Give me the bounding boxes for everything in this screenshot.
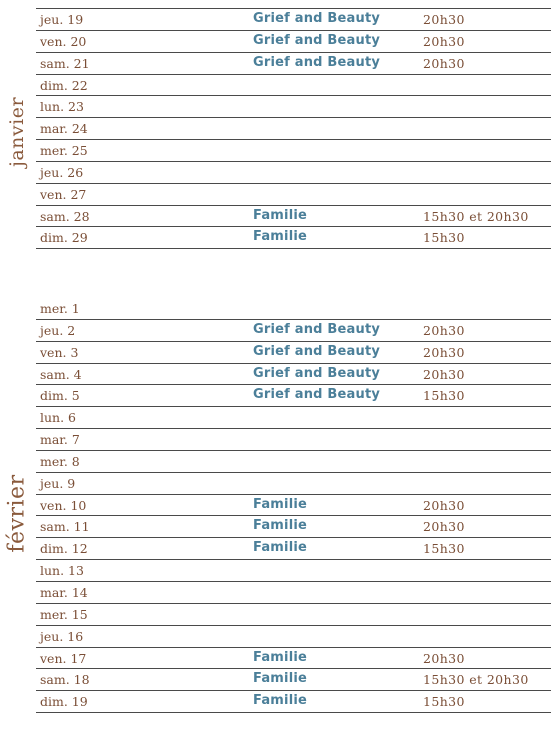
day-cell: sam. 21	[40, 55, 90, 71]
day-cell: dim. 12	[40, 541, 88, 557]
day-cell: jeu. 16	[40, 628, 84, 644]
month-block-janvier	[0, 9, 560, 254]
time-cell: 15h30 et 20h30	[423, 208, 529, 224]
table-row	[36, 691, 551, 713]
table-row	[36, 495, 551, 517]
show-cell: Familie	[253, 540, 308, 556]
show-cell: Grief and Beauty	[253, 54, 381, 70]
table-row	[36, 429, 551, 451]
day-cell: dim. 5	[40, 388, 80, 404]
table-row	[36, 626, 551, 648]
day-cell: ven. 17	[40, 650, 87, 666]
day-cell: jeu. 2	[40, 322, 76, 338]
time-cell: 20h30	[423, 322, 465, 338]
show-cell: Familie	[253, 207, 308, 223]
table-row	[36, 648, 551, 670]
day-cell: lun. 13	[40, 563, 84, 579]
day-cell: jeu. 9	[40, 475, 76, 491]
month-label	[0, 9, 34, 254]
time-cell: 20h30	[423, 650, 465, 666]
day-cell: ven. 20	[40, 33, 87, 49]
day-cell: ven. 3	[40, 344, 79, 360]
table-row	[36, 473, 551, 495]
time-cell: 20h30	[423, 519, 465, 535]
day-cell: ven. 10	[40, 497, 87, 513]
month-block-fevrier	[0, 298, 560, 728]
table-row	[36, 31, 551, 53]
table-row	[36, 538, 551, 560]
table-row	[36, 298, 551, 320]
table-row	[36, 604, 551, 626]
table-row	[36, 140, 551, 162]
show-cell: Familie	[253, 496, 308, 512]
table-row	[36, 96, 551, 118]
time-cell: 20h30	[423, 366, 465, 382]
time-cell: 20h30	[423, 55, 465, 71]
show-cell: Familie	[253, 693, 308, 709]
month-label-text: janvier	[6, 96, 28, 167]
day-cell: lun. 23	[40, 99, 84, 115]
time-cell: 20h30	[423, 12, 465, 27]
show-cell: Familie	[253, 518, 308, 534]
show-cell: Grief and Beauty	[253, 365, 381, 381]
table-row	[36, 162, 551, 184]
schedule-table	[36, 9, 551, 249]
day-cell: mar. 7	[40, 432, 80, 448]
show-cell: Familie	[253, 671, 308, 687]
table-row	[36, 385, 551, 407]
time-cell: 15h30	[423, 230, 465, 246]
time-cell: 15h30	[423, 694, 465, 710]
table-row	[36, 227, 551, 249]
time-cell: 15h30 et 20h30	[423, 672, 529, 688]
table-row	[36, 582, 551, 604]
day-cell: sam. 11	[40, 519, 90, 535]
table-row	[36, 342, 551, 364]
day-cell: mar. 24	[40, 121, 88, 137]
show-cell: Familie	[253, 229, 308, 245]
day-cell: lun. 6	[40, 410, 76, 426]
show-cell: Grief and Beauty	[253, 343, 381, 359]
table-row	[36, 407, 551, 429]
show-cell: Grief and Beauty	[253, 321, 381, 337]
day-cell: mer. 8	[40, 453, 80, 469]
table-row	[36, 669, 551, 691]
time-cell: 20h30	[423, 344, 465, 360]
time-cell: 15h30	[423, 541, 465, 557]
show-cell: Grief and Beauty	[253, 32, 381, 48]
day-cell: dim. 22	[40, 77, 88, 93]
time-cell: 15h30	[423, 388, 465, 404]
table-row	[36, 118, 551, 140]
top-divider	[36, 0, 551, 9]
table-row	[36, 53, 551, 75]
month-label	[0, 298, 34, 728]
table-row	[36, 9, 551, 31]
show-cell: Familie	[253, 649, 308, 665]
day-cell: mer. 15	[40, 606, 88, 622]
day-cell: ven. 27	[40, 186, 87, 202]
day-cell: mar. 14	[40, 584, 88, 600]
time-cell: 20h30	[423, 33, 465, 49]
day-cell: dim. 19	[40, 694, 88, 710]
show-cell: Grief and Beauty	[253, 11, 381, 26]
table-row	[36, 451, 551, 473]
table-row	[36, 320, 551, 342]
table-row	[36, 184, 551, 206]
day-cell: mer. 1	[40, 301, 80, 316]
table-row	[36, 364, 551, 386]
table-row	[36, 206, 551, 228]
schedule-table	[36, 298, 551, 713]
day-cell: dim. 29	[40, 230, 88, 246]
show-cell: Grief and Beauty	[253, 387, 381, 403]
table-row	[36, 560, 551, 582]
day-cell: sam. 28	[40, 208, 90, 224]
day-cell: sam. 18	[40, 672, 90, 688]
day-cell: sam. 4	[40, 366, 82, 382]
table-row	[36, 75, 551, 97]
day-cell: jeu. 19	[40, 12, 84, 27]
day-cell: jeu. 26	[40, 164, 84, 180]
day-cell: mer. 25	[40, 143, 88, 159]
time-cell: 20h30	[423, 497, 465, 513]
table-row	[36, 516, 551, 538]
month-label-text: février	[4, 473, 30, 553]
